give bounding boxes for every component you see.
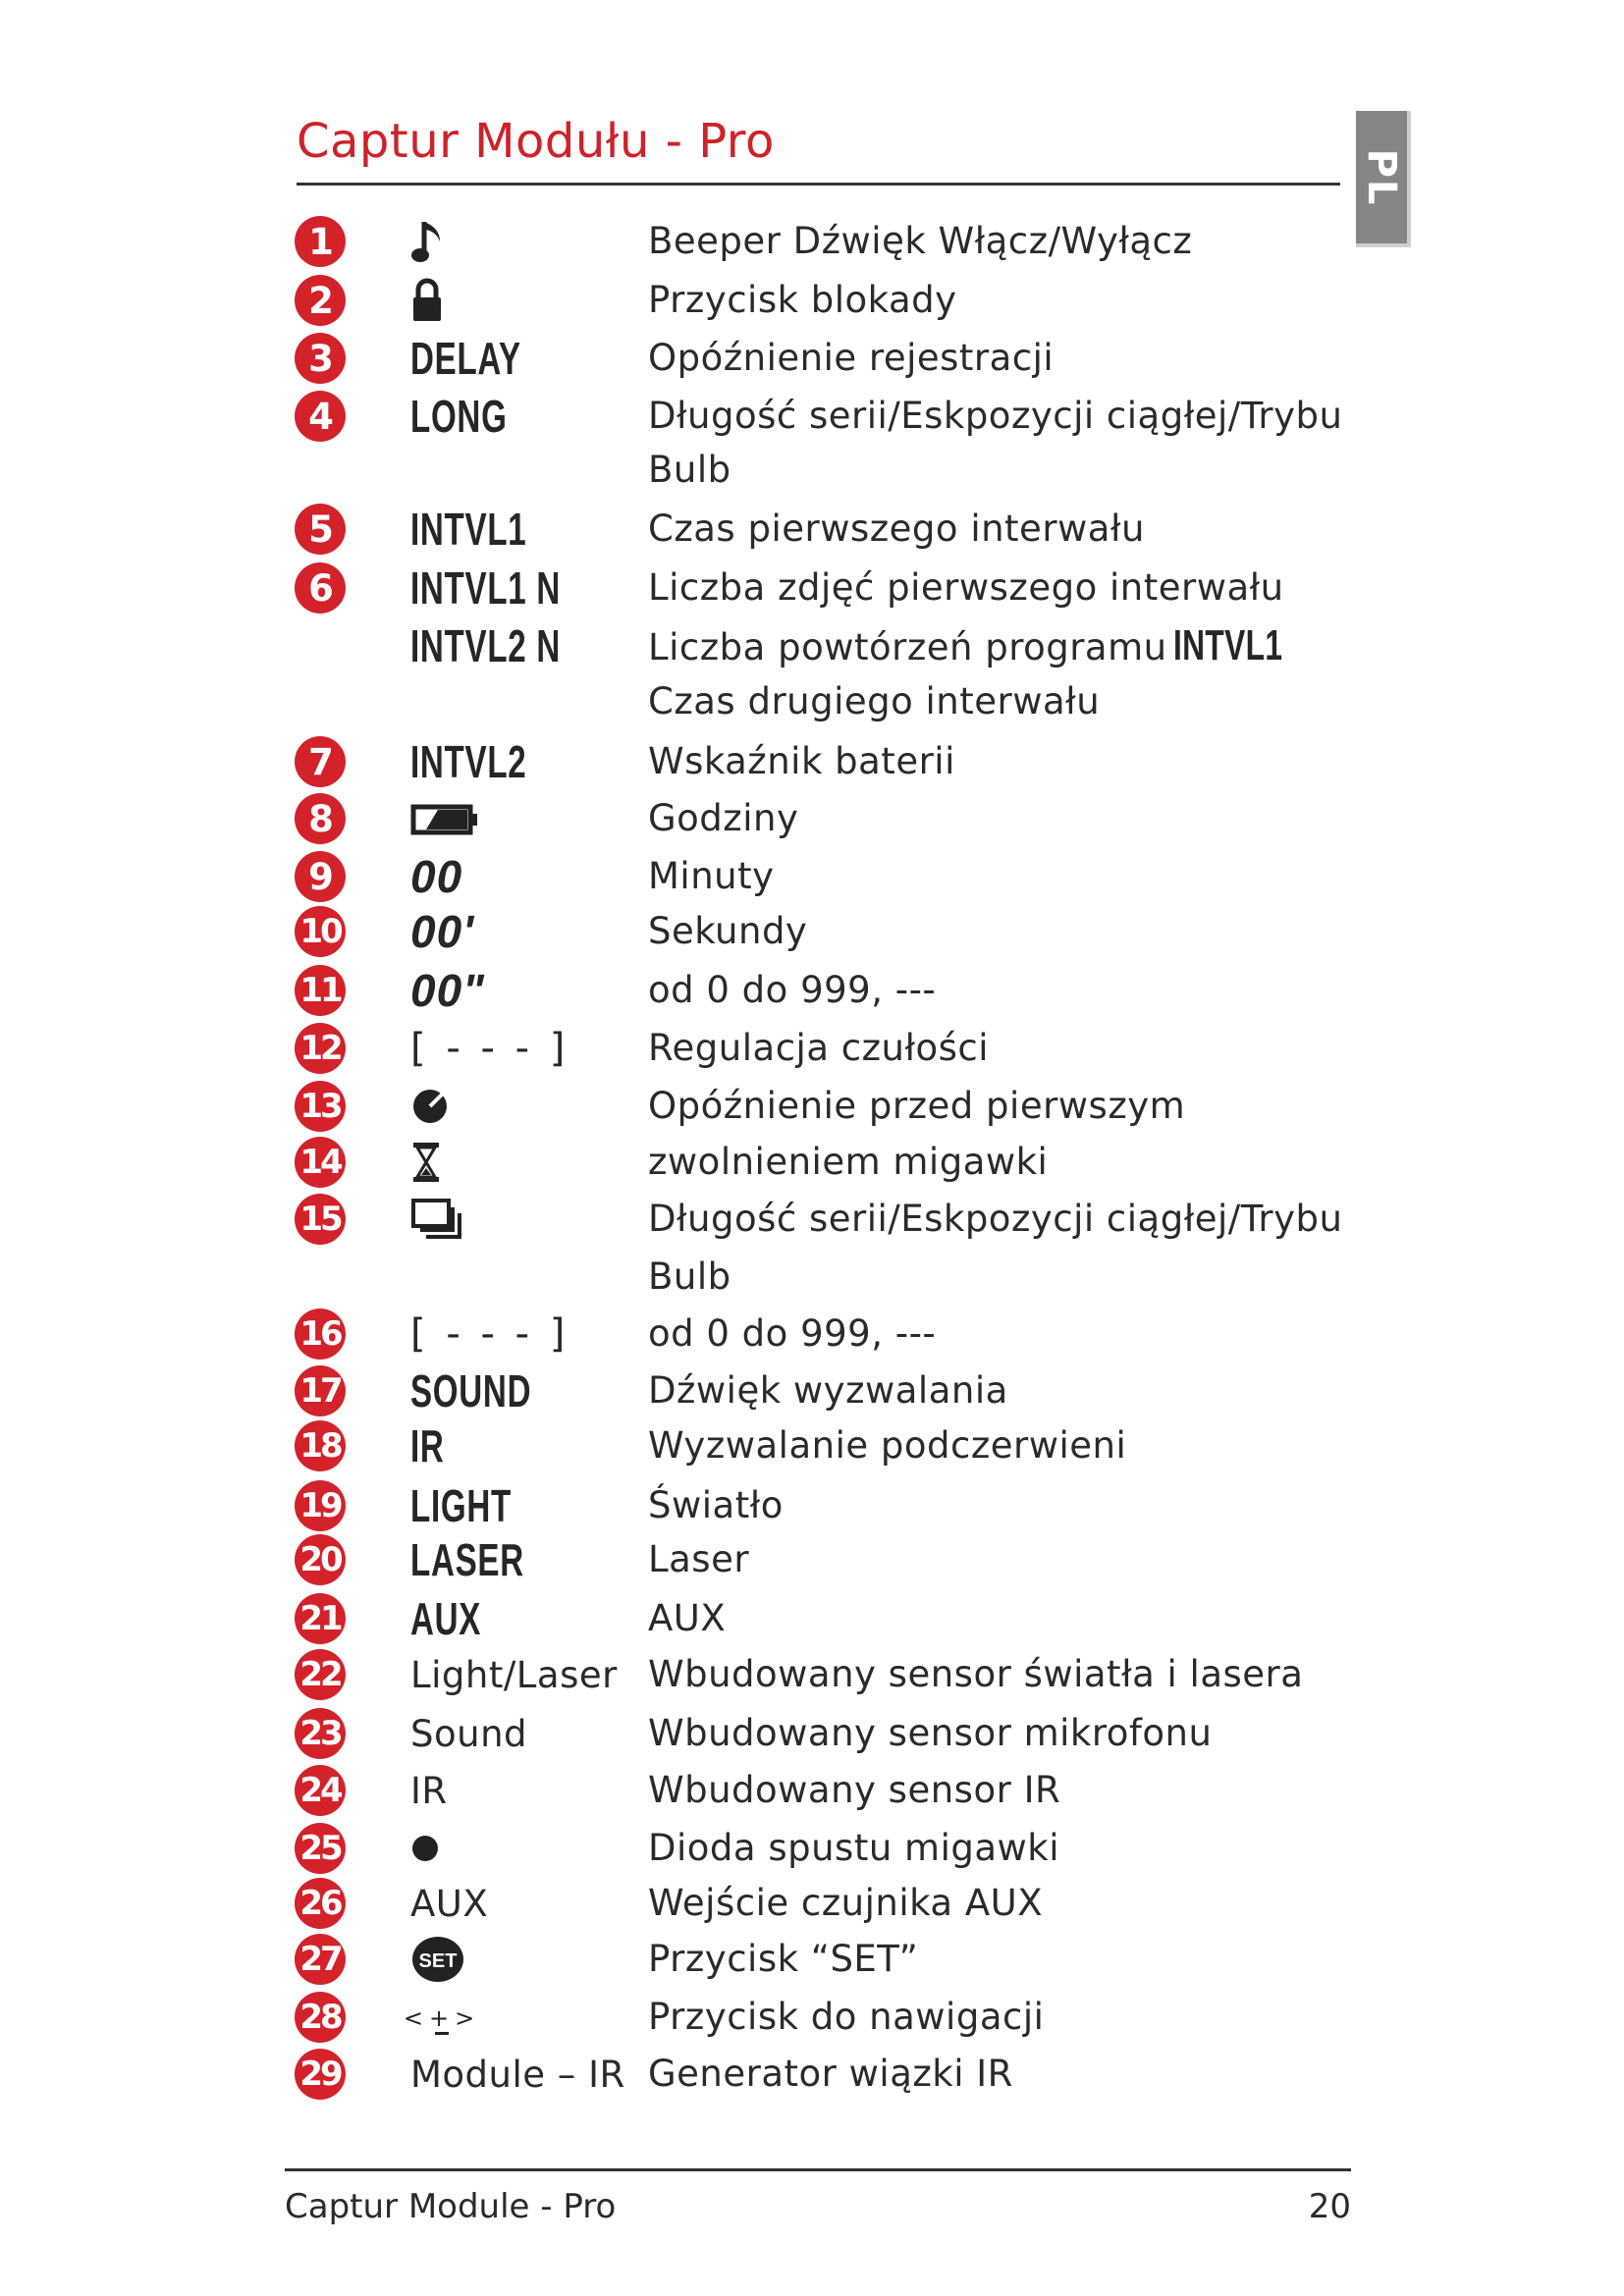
legend-row: [0, 1478, 1624, 1533]
set-button-icon: [410, 1932, 465, 1987]
item-description: Czas drugiego interwału: [648, 680, 1101, 722]
item-description: Przycisk “SET”: [648, 1938, 919, 1980]
item-number-badge: 28: [295, 1992, 346, 2043]
item-description: Wbudowany sensor mikrofonu: [648, 1712, 1213, 1754]
component-label: Light/Laser: [410, 1653, 618, 1696]
legend-row: [0, 1250, 1624, 1305]
lcd-symbol: INTVL2 N: [410, 620, 561, 671]
legend-row: [0, 1932, 1624, 1987]
burst-frames-icon: [410, 1192, 465, 1247]
legend-row: [0, 791, 1624, 846]
legend-row: [0, 1591, 1624, 1646]
item-number-badge: 24: [295, 1765, 346, 1816]
inline-lcd-symbol: INTVL1: [1172, 621, 1282, 669]
item-number-badge: 2: [295, 275, 346, 326]
item-number-badge: 3: [295, 333, 346, 384]
item-number-badge: 27: [295, 1934, 346, 1985]
item-description: zwolnieniem migawki: [648, 1141, 1049, 1183]
item-number-badge: 16: [295, 1308, 346, 1360]
legend-row: [0, 331, 1624, 386]
header-divider: [297, 183, 1340, 186]
legend-row: [0, 1418, 1624, 1473]
legend-row: [0, 1990, 1624, 2045]
item-description: Wejście czujnika AUX: [648, 1882, 1044, 1924]
lcd-symbol: [ - - - ]: [410, 1026, 569, 1071]
component-label: Module – IR: [410, 2053, 625, 2096]
item-description: od 0 do 999, ---: [648, 1312, 937, 1355]
item-number-badge: 18: [295, 1420, 346, 1471]
legend-row: [0, 1647, 1624, 1702]
lcd-symbol: LIGHT: [410, 1480, 512, 1531]
legend-row: [0, 849, 1624, 904]
component-label: Sound: [410, 1712, 528, 1755]
item-description: Dioda spustu migawki: [648, 1827, 1059, 1869]
item-description: od 0 do 999, ---: [648, 969, 937, 1011]
item-description: Bulb: [648, 1255, 731, 1298]
legend-row: [0, 1307, 1624, 1362]
lcd-symbol: AUX: [410, 1593, 482, 1644]
lcd-symbol: 00: [410, 851, 463, 902]
item-number-badge: 17: [295, 1365, 346, 1416]
lcd-symbol: DELAY: [410, 333, 521, 384]
item-number-badge: 12: [295, 1023, 346, 1074]
item-description: Generator wiązki IR: [648, 2053, 1013, 2095]
hourglass-icon: [410, 1135, 442, 1190]
item-number-badge: 15: [295, 1194, 346, 1245]
led-dot-icon: [410, 1821, 440, 1876]
lcd-symbol: IR: [410, 1420, 445, 1471]
item-number-badge: 9: [295, 851, 346, 902]
lcd-symbol: INTVL1: [410, 504, 527, 555]
item-number-badge: 19: [295, 1480, 346, 1531]
item-description: Przycisk do nawigacji: [648, 1996, 1045, 2038]
item-description: Wyzwalanie podczerwieni: [648, 1424, 1127, 1467]
item-description: Wskaźnik baterii: [648, 740, 955, 782]
item-number-badge: 8: [295, 793, 346, 844]
svg-text:<+>: <+>: [403, 2004, 481, 2032]
item-number-badge: 5: [295, 504, 346, 555]
legend-row: [0, 1021, 1624, 1076]
lcd-symbol: LONG: [410, 391, 508, 442]
lcd-symbol: INTVL1 N: [410, 562, 561, 614]
item-number-badge: 6: [295, 562, 346, 614]
item-description: Dźwięk wyzwalania: [648, 1369, 1008, 1412]
lcd-symbol: SOUND: [410, 1365, 532, 1416]
item-number-badge: 1: [295, 216, 346, 267]
item-description: Przycisk blokady: [648, 279, 957, 321]
footer-title: Captur Module - Pro: [285, 2187, 617, 2226]
legend-row: [0, 1135, 1624, 1190]
page-number: 20: [1308, 2187, 1351, 2226]
item-description: Liczba powtórzeń programu INTVL1: [648, 618, 1325, 673]
item-number-badge: 11: [295, 965, 346, 1016]
item-description: AUX: [648, 1597, 727, 1639]
item-number-badge: 26: [295, 1878, 346, 1929]
item-description: Liczba zdjęć pierwszego interwału: [648, 566, 1284, 609]
item-number-badge: 20: [295, 1534, 346, 1585]
legend-row: [0, 273, 1624, 328]
lock-icon: [410, 273, 444, 328]
legend-row: [0, 502, 1624, 557]
item-number-badge: 4: [295, 391, 346, 442]
item-description: Długość serii/Eskpozycji ciągłej/Trybu: [648, 1198, 1343, 1240]
lcd-symbol: 00": [410, 965, 485, 1016]
item-description: Godziny: [648, 797, 799, 839]
timer-dial-icon: [410, 1079, 450, 1134]
item-number-badge: 25: [295, 1823, 346, 1874]
item-description: Światło: [648, 1484, 784, 1526]
legend-row: [0, 443, 1624, 498]
item-description: Opóźnienie przed pierwszym: [648, 1085, 1186, 1127]
item-description: Minuty: [648, 855, 775, 897]
svg-text:SET: SET: [418, 1950, 458, 1972]
legend-row: [0, 674, 1624, 729]
item-description: Regulacja czułości: [648, 1027, 990, 1069]
music-note-icon: [410, 214, 446, 269]
item-description: Długość serii/Eskpozycji ciągłej/Trybu: [648, 395, 1343, 437]
lcd-symbol: INTVL2: [410, 736, 527, 787]
lcd-symbol: LASER: [410, 1534, 524, 1585]
item-number-badge: 22: [295, 1649, 346, 1700]
page-title: Captur Modułu - Pro: [297, 114, 775, 169]
item-number-badge: 29: [295, 2049, 346, 2100]
item-description: Sekundy: [648, 910, 808, 952]
item-description: Wbudowany sensor IR: [648, 1769, 1061, 1811]
legend-row: [0, 904, 1624, 959]
item-number-badge: 23: [295, 1708, 346, 1759]
battery-icon: [410, 791, 481, 846]
component-label: IR: [410, 1769, 448, 1812]
legend-row: [0, 214, 1624, 269]
component-label: AUX: [410, 1882, 489, 1925]
legend-row: [0, 1532, 1624, 1587]
legend-row: [0, 1363, 1624, 1418]
legend-row: [0, 1876, 1624, 1931]
item-number-badge: 7: [295, 736, 346, 787]
item-number-badge: 13: [295, 1081, 346, 1132]
item-number-badge: 21: [295, 1593, 346, 1644]
legend-row: [0, 618, 1624, 673]
footer-divider: [285, 2168, 1351, 2171]
item-description: Laser: [648, 1538, 750, 1580]
legend-row: [0, 561, 1624, 615]
lcd-symbol: [ - - - ]: [410, 1311, 569, 1357]
legend-row: [0, 1763, 1624, 1818]
navigation-icon: [403, 1990, 481, 2045]
legend-row: [0, 1079, 1624, 1134]
legend-row: [0, 963, 1624, 1018]
item-description: Czas pierwszego interwału: [648, 507, 1145, 550]
item-description: Wbudowany sensor światła i lasera: [648, 1653, 1304, 1695]
legend-row: [0, 1192, 1624, 1247]
language-tab-label: PL: [1359, 148, 1404, 206]
item-description: Beeper Dźwięk Włącz/Wyłącz: [648, 220, 1193, 262]
lcd-symbol: 00': [410, 906, 475, 957]
item-description: Opóźnienie rejestracji: [648, 337, 1055, 379]
legend-row: [0, 2047, 1624, 2102]
legend-row: [0, 734, 1624, 789]
legend-row: [0, 1821, 1624, 1876]
legend-row: [0, 1706, 1624, 1761]
item-description: Bulb: [648, 449, 731, 491]
item-number-badge: 10: [295, 906, 346, 957]
legend-row: [0, 389, 1624, 444]
item-number-badge: 14: [295, 1137, 346, 1188]
